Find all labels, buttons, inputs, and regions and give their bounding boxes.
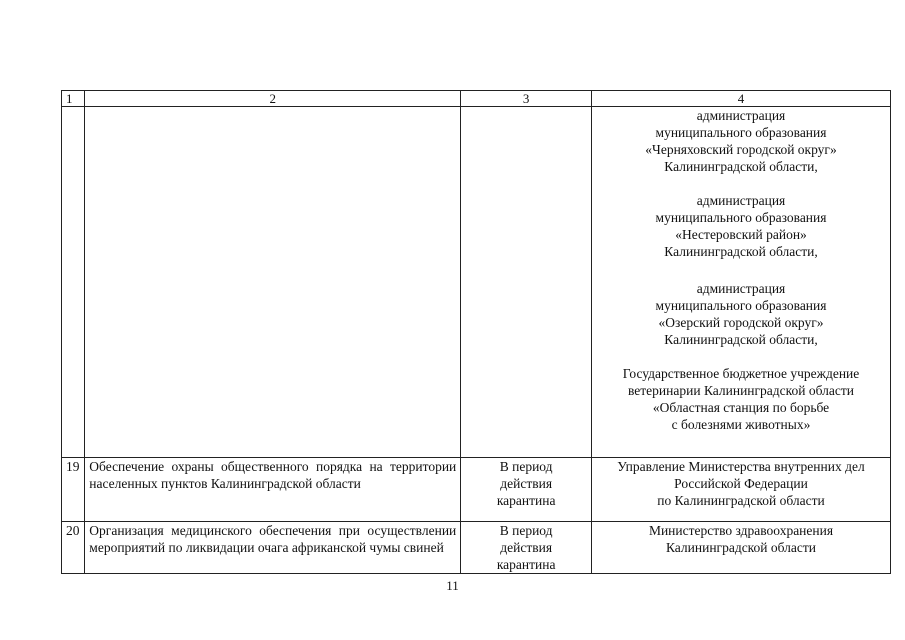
measures-table: [61, 90, 891, 574]
table-header-row: [62, 91, 891, 107]
table-row: [62, 107, 891, 458]
text-line: «Нестеровский район»: [675, 227, 807, 242]
responsible-line: Калининградской области: [665, 540, 817, 555]
text-line: муниципального образования: [655, 210, 827, 225]
period-line: карантина: [496, 493, 556, 508]
text-line: Калининградской области,: [664, 332, 818, 347]
header-col-1: 1: [62, 91, 85, 107]
text-line: муниципального образования: [655, 298, 827, 313]
text-line: администрация: [696, 193, 786, 208]
measure-text: Организация медицинского обеспечения при осуществлении мероприятий по ликвидации очага африканской чумы свиней: [85, 522, 461, 574]
responsible-block: [596, 107, 886, 175]
responsible-line: Российской Федерации: [674, 476, 808, 491]
text-line: «Областная станция по борьбе: [652, 400, 830, 415]
responsible-line: по Калининградской области: [657, 493, 825, 508]
responsible-line: Управление Министерства внутренних дел: [617, 459, 865, 474]
text-line: администрация: [696, 108, 786, 123]
period-cell: [461, 107, 592, 458]
header-col-2: 2: [85, 91, 461, 107]
responsible-cell: [592, 458, 891, 522]
responsible-block: [596, 280, 886, 348]
text-line: Калининградской области,: [664, 244, 818, 259]
row-number: 20: [62, 522, 85, 574]
period-cell: [461, 522, 592, 574]
text-line: «Озерский городской округ»: [658, 315, 824, 330]
header-col-3: 3: [461, 91, 592, 107]
text-line: муниципального образования: [655, 125, 827, 140]
text-line: «Черняховский городской округ»: [645, 142, 837, 157]
text-line: ветеринарии Калининградской области: [628, 383, 855, 398]
period-line: действия: [500, 540, 553, 555]
period-cell: [461, 458, 592, 522]
period-line: В период: [499, 459, 553, 474]
row-number: 19: [62, 458, 85, 522]
text-line: Калининградской области,: [664, 159, 818, 174]
page-number: 11: [446, 578, 459, 593]
text-line: администрация: [696, 281, 786, 296]
period-line: В период: [499, 523, 553, 538]
header-col-4: 4: [592, 91, 891, 107]
text-line: Государственное бюджетное учреждение: [622, 366, 860, 381]
responsible-block: [596, 365, 886, 433]
responsible-cell: [592, 107, 891, 458]
text-line: с болезнями животных»: [671, 417, 811, 432]
responsible-line: Министерство здравоохранения: [648, 523, 834, 538]
table-row: [62, 522, 891, 574]
row-number-cell: [62, 107, 85, 458]
period-line: действия: [500, 476, 553, 491]
responsible-cell: [592, 522, 891, 574]
period-line: карантина: [496, 557, 556, 572]
measure-cell: [85, 107, 461, 458]
responsible-block: [596, 192, 886, 260]
measure-text: Обеспечение охраны общественного порядка на территории населенных пунктов Калининградской области: [85, 458, 461, 522]
table-row: [62, 458, 891, 522]
